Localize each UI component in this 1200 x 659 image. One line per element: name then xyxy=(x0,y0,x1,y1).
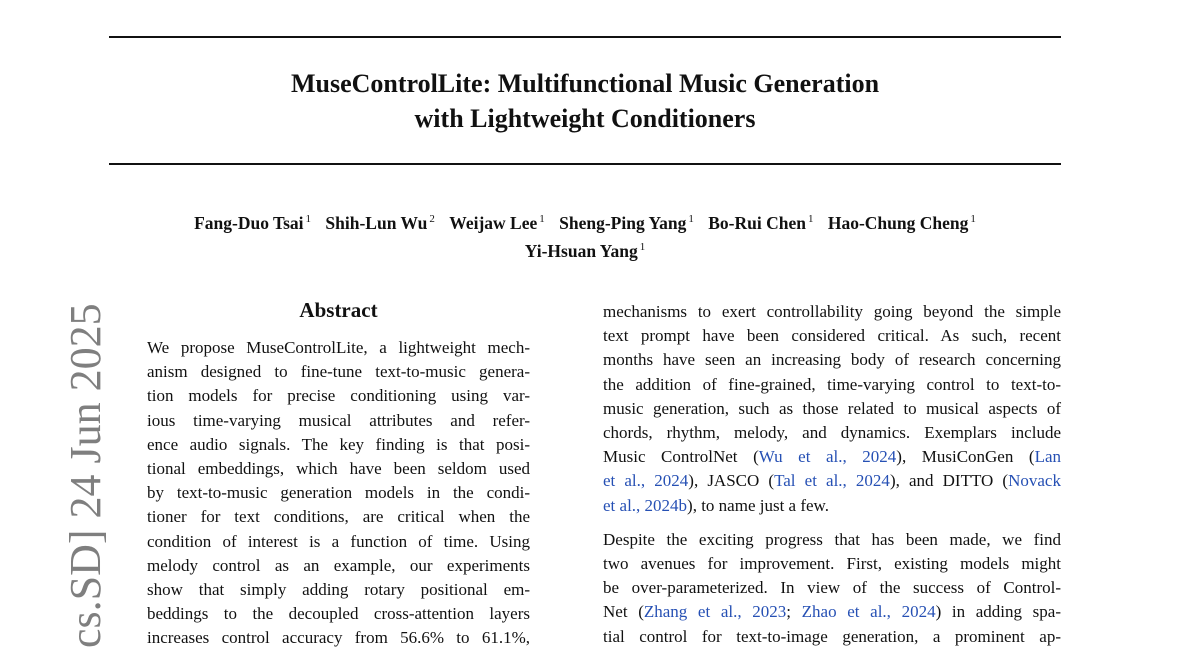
author-affiliation: 1 xyxy=(639,241,646,253)
author-name: Shih-Lun Wu xyxy=(325,213,428,233)
abstract-line: condition of interest is a function of time. Using xyxy=(147,531,530,551)
body-line xyxy=(603,445,1061,469)
abstract-line: show that simply adding rotary positional em- xyxy=(147,580,530,600)
body-line: music generation, such as those related to musical aspects of xyxy=(603,398,1061,418)
author xyxy=(194,213,311,233)
body-text: ), and DITTO ( xyxy=(889,471,1009,491)
author-name: Weijaw Lee xyxy=(449,213,538,233)
author xyxy=(325,213,435,233)
abstract-line: anism designed to fine-tune text-to-music genera- xyxy=(147,362,530,382)
citation-link[interactable]: Zhang et al., 2023 xyxy=(643,602,787,622)
abstract-line: melody control as an example, our experiments xyxy=(147,555,530,575)
author-affiliation: 1 xyxy=(539,213,545,225)
abstract-line: by text-to-music generation models in the condi- xyxy=(147,483,530,503)
author-line-2 xyxy=(109,235,1061,263)
abstract-heading: Abstract xyxy=(299,298,378,322)
arxiv-stamp: cs.SD] 24 Jun 2025 xyxy=(61,303,110,648)
body-text: ; xyxy=(786,602,802,622)
author-name: Bo-Rui Chen xyxy=(708,213,806,233)
abstract-body xyxy=(147,336,530,651)
citation-link[interactable]: Wu et al., 2024 xyxy=(758,447,897,467)
body-line: be over-parameterized. In view of the success of Control- xyxy=(603,578,1061,598)
paper-title xyxy=(109,66,1061,136)
body-text: Music ControlNet ( xyxy=(603,447,759,467)
author xyxy=(828,213,976,233)
author-name: Hao-Chung Cheng xyxy=(827,213,969,233)
author-name: Sheng-Ping Yang xyxy=(559,213,687,233)
abstract-line: ious time-varying musical attributes and refer- xyxy=(147,410,530,430)
abstract-line: ence audio signals. The key finding is that posi- xyxy=(147,434,530,454)
abstract-line: tion models for precise conditioning using var- xyxy=(147,386,530,406)
abstract-line: increases control accuracy from 56.6% to 61.1%, xyxy=(147,628,530,648)
author-name: Fang-Duo Tsai xyxy=(194,213,304,233)
body-line: mechanisms to exert controllability going beyond the simple xyxy=(603,302,1061,321)
body-line: tial control for text-to-image generation, a prominent ap- xyxy=(603,626,1061,646)
abstract-line: tioner for text conditions, are critical when the xyxy=(147,507,530,527)
author-affiliation: 1 xyxy=(970,213,976,225)
citation-link[interactable]: Lan xyxy=(1034,447,1061,467)
author xyxy=(525,241,645,261)
body-text: ), to name just a few. xyxy=(687,495,829,515)
body-line: months have seen an increasing body of research concerning xyxy=(603,350,1061,370)
citation-link[interactable]: Novack xyxy=(1008,471,1061,491)
citation-link[interactable]: et al., 2024 xyxy=(603,471,689,491)
abstract-line: beddings to the decoupled cross-attention layers xyxy=(147,604,530,624)
author xyxy=(708,213,813,233)
body-line xyxy=(603,600,1061,624)
title-bottom-rule xyxy=(109,163,1061,165)
intro-paragraph-2 xyxy=(603,528,1061,649)
citation-link[interactable]: et al., 2024b xyxy=(603,495,688,515)
author xyxy=(449,213,544,233)
author-name: Yi-Hsuan Yang xyxy=(524,241,638,261)
author-list xyxy=(109,207,1061,263)
author-affiliation: 1 xyxy=(305,213,312,225)
title-line-1: MuseControlLite: Multifunctional Music Generation xyxy=(290,69,880,98)
body-line: Despite the exciting progress that has been made, we find xyxy=(603,529,1061,549)
body-line xyxy=(603,494,1061,518)
body-line: text prompt have been considered critical. As such, recent xyxy=(603,326,1061,346)
author-affiliation: 1 xyxy=(807,213,814,225)
body-text: Net ( xyxy=(603,602,644,622)
title-top-rule xyxy=(109,36,1061,38)
body-text: ) in adding spa- xyxy=(935,602,1061,622)
body-text: ), MusiConGen ( xyxy=(896,447,1035,467)
intro-paragraph-1 xyxy=(603,300,1061,518)
intro-body xyxy=(603,300,1061,659)
author-affiliation: 1 xyxy=(688,213,694,225)
body-line: chords, rhythm, melody, and dynamics. Exemplars include xyxy=(603,423,1061,443)
author-affiliation: 2 xyxy=(429,213,435,225)
body-line: the addition of fine-grained, time-varying control to text-to- xyxy=(603,374,1061,394)
body-text: ), JASCO ( xyxy=(688,471,775,491)
abstract-line: We propose MuseControlLite, a lightweight mech- xyxy=(147,338,530,357)
abstract-line: tional embeddings, which have been seldom used xyxy=(147,459,530,479)
body-line xyxy=(603,469,1061,493)
citation-link[interactable]: Tal et al., 2024 xyxy=(774,471,890,491)
author xyxy=(559,213,694,233)
title-line-2: with Lightweight Conditioners xyxy=(414,104,756,133)
author-line-1 xyxy=(109,207,1061,235)
citation-link[interactable]: Zhao et al., 2024 xyxy=(801,602,936,622)
body-line: two avenues for improvement. First, existing models might xyxy=(603,554,1061,574)
